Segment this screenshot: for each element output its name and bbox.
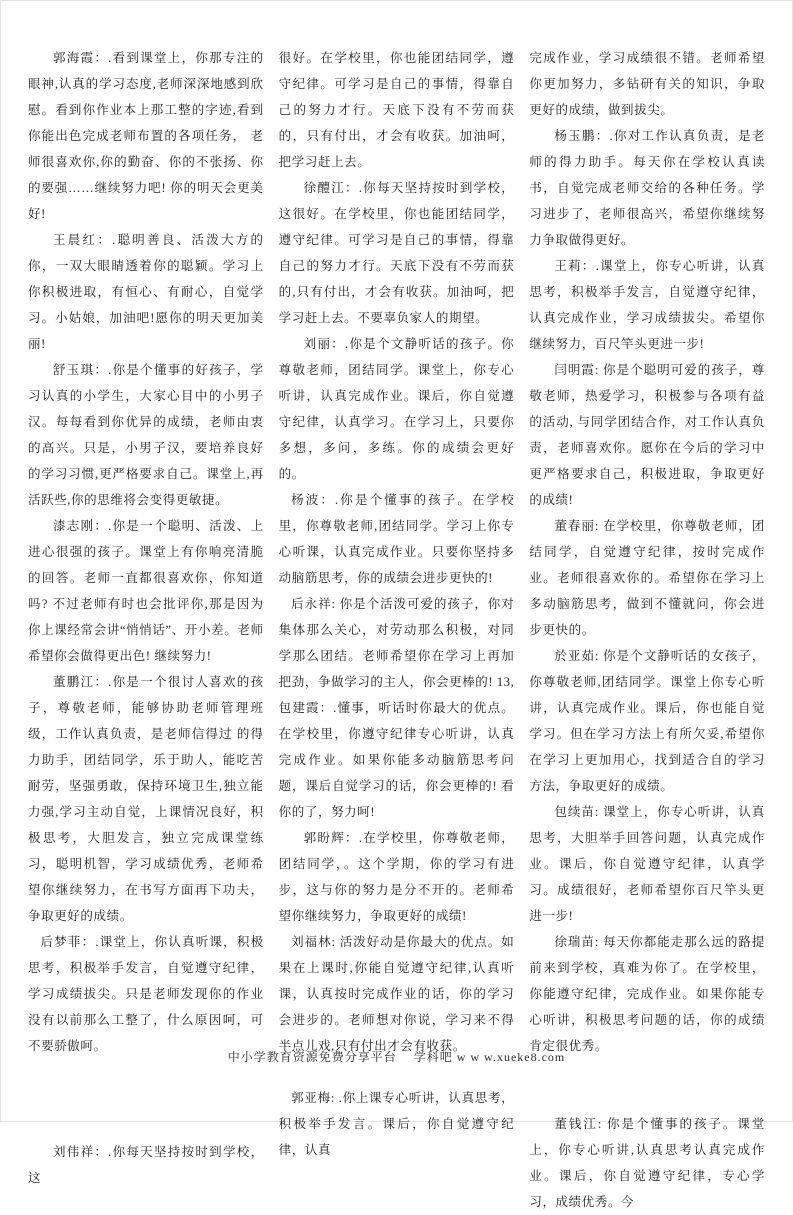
comment-xuruimiao: 徐瑞苗: 每天你都能走那么远的路提前来到学校，真难为你了。在学校里，你能遵守纪律，完成作业。如果你能专心听讲，积极思考问题的话，你的成绩肯定很优秀。 [529,935,766,1053]
text-column-2 [279,45,515,1215]
comment-dongqianjiang: 董钱江: 你是个懂事的孩子。课堂上，你专心听讲,认真思考认真完成作业。课后，你自觉遵守纪律，专心学习，成绩优秀。今 [529,1117,766,1209]
comment-yanmingxia: 闫明霞: 你是个聪明可爱的孩子，尊敬老师，热爱学习，积极参与各项有益的活动, 与同学团结合作，对工作认真负责，老师喜欢你。愿你在今后的学习中更严格要求自己，积极进取，争取更好的成绩! [529,363,766,507]
comment-liuweixiang: 刘伟祥：.你每天坚持按时到学校，这 [28,1145,264,1185]
comment-liufulin: 刘福林: 活泼好动是你最大的优点。如果在上课时,你能自觉遵守纪律,认真听课，认真按时完成作业的话，你的学习会进步的。老师想对你说，学习来不得半点儿戏,只有付出才会有收获。 [278,935,515,1053]
comment-houmengfei: 后梦菲：.课堂上，你认真听课，积极思考，积极举手发言，自觉遵守纪律，学习成绩拔尖。只是老师发现你的作业没有以前那么工整了，什么原因呵，可不要骄傲呵。 [28,935,264,1053]
comment-houyongxiang-baojianxia: 后永祥: 你是个活泼可爱的孩子，你对集体那么关心，对劳动那么积极，对同学那么团结。老师希望你在学习上再加把劲，争做学习的主人，你会更棒的! 13, 包建霞：.懂事，听话时你最大的优点。在学校里，你遵守纪律专心听讲，认真完成作业。如果你能多动脑筋思考问题，课后自觉学习的话，你会更棒的! 看你的了，努力呵! [278,597,515,819]
comment-liuweixiang-continuation: 很好。在学校里，你也能团结同学，遵守纪律。可学习是自己的事情，得靠自己的努力才行。天底下没有不劳而获的，只有付出，才会有收获。加油呵，把学习赶上去。 [278,51,515,169]
comment-wangli: 王莉：.课堂上，你专心听讲，认真思考，积极举手发言，自觉遵守纪律，认真完成作业，学习成绩拔尖。希望你继续努力，百尺竿头更进一步! [529,259,766,351]
column-gap [28,1059,264,1139]
comment-guohaixia: 郭海霞：.看到课堂上，你那专注的眼神,认真的学习态度,老师深深地感到欣慰。看到你作业本上那工整的字迹,看到你能出色完成老师布置的各项任务， 老师很喜欢你,你的勤奋、你的不张扬、你的要强……继续努力吧! 你的明天会更美好! [28,51,264,221]
comment-shuyuqi: 舒玉琪：.你是个懂事的好孩子，学习认真的小学生，大家心目中的小男子汉。每每看到你优异的成绩，老师由衷的高兴。只是，小男子汉，要培养良好的学习习惯,更严格要求自己。课堂上,再活跃些,你的思维将会变得更敏捷。 [28,363,264,507]
comment-dongpengjiang: 董鹏江：.你是一个很讨人喜欢的孩子，尊敬老师，能够协助老师管理班级，工作认真负责，是老师信得过 的得力助手，团结同学，乐于助人，能吃苦耐劳，坚强勇敢，保持环境卫生,独立能力强,学习主动自觉，上课情况良好，积极思考，大胆发言，独立完成课堂练习，聪明机智，学习成绩优秀，老师希望你继续努力，在书写方面再下功夫，争取更好的成绩。 [28,675,264,923]
comment-yangyupeng: 杨玉鹏：.你对工作认真负责，是老师的得力助手。每天你在学校认真读书，自觉完成老师交给的各种任务。学习进步了，老师很高兴，希望你继续努力争取做得更好。 [529,129,766,247]
comment-xulijiang: 徐醴江：.你每天坚持按时到学校，这很好。在学校里，你也能团结同学，遵守纪律。可学习是自己的事情，得靠自己的努力才行。天底下没有不劳而获的,只有付出，才会有收获。加油呵，把学习赶上去。不要辜负家人的期望。 [278,181,515,325]
comment-yangbo: 杨波：.你是个懂事的孩子。在学校里，你尊敬老师,团结同学。学习上你专心听课，认真完成作业。只要你坚持多动脑筋思考，你的成绩会进步更快的! [278,493,515,585]
comment-guoyamei-continuation: 完成作业，学习成绩很不错。老师希望你更加努力，多钻研有关的知识，争取更好的成绩，做到拔尖。 [529,51,766,117]
comment-baoxumiao: 包续苗: 课堂上，你专心听讲，认真思考，大胆举手回答问题，认真完成作业。课后，你自觉遵守纪律，认真学习。成绩很好，老师希望你百尺竿头更进一步! [529,805,766,923]
comment-guoyamei: 郭亚梅: .你上课专心听讲，认真思考，积极举手发言。课后，你自觉遵守纪律，认真 [278,1091,515,1157]
comment-wangchenhong: 王晨红：.聪明善良、活泼大方的你，一双大眼睛透着你的聪颖。学习上你积极进取，有恒心、有耐心，自觉学习。小姑娘，加油吧!愿你的明天更加美丽! [28,233,264,351]
comment-guopanhui: 郭盼辉：.在学校里，你尊敬老师，团结同学，。这个学期，你的学习有进步，这与你的努力是分不开的。老师希望你继续努力，争取更好的成绩! [278,831,515,923]
three-column-layout [28,45,765,1215]
text-column-3 [529,45,765,1215]
comment-liuli: 刘丽：.你是个文静听话的孩子。你尊敬老师，团结同学。课堂上，你专心听讲，认真完成作业。课后，你自觉遵守纪律，认真学习。在学习上，只要你多想，多问，多练。你的成绩会更好的。 [278,337,515,481]
watermark-footer: 中小学教育资源免费分享平台 学科吧 w w w.xueke8.com [227,1050,566,1064]
comment-dongchunli: 董春丽: 在学校里，你尊敬老师，团结同学，自觉遵守纪律，按时完成作业。老师很喜欢你的。希望你在学习上多动脑筋思考，做到不懂就问，你会进步更快的。 [529,519,766,637]
comment-qizhigang: 漆志刚：.你是一个聪明、活泼、上进心很强的孩子。课堂上有你响亮清脆的回答。老师一直都很喜欢你，你知道吗? 不过老师有时也会批评你,那是因为你上课经常会讲“悄悄话”、开小差。老师希望你会做得更出色! 继续努力! [28,519,264,663]
text-column-1 [28,45,264,1215]
column-gap [529,1059,765,1111]
comment-yuyaru: 於亚茹: 你是个文静听话的女孩子，你尊敬老师,团结同学。课堂上你专心听讲，认真完成作业。课后，你也能自觉学习。但在学习方法上有所欠妥,希望你在学习上更加用心，找到适合自的学习方法，争取更好的成绩。 [529,649,766,793]
